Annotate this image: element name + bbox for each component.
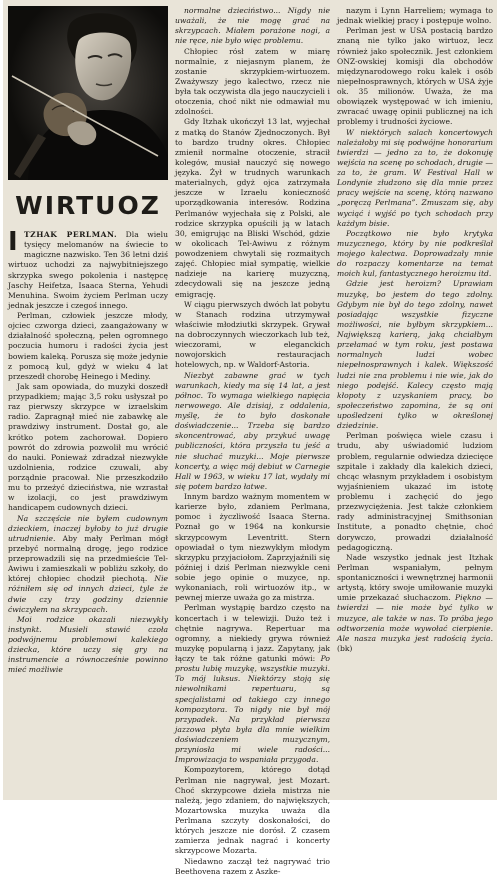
lead-paragraph: [8, 227, 168, 311]
quote-text: Piękno — twierdzi — nie może być tylko w muzyce, ale także w nas. To próba jego odtworzenia może wywołać cierpienie. Ale nasza muzyka jest radością życia.: [337, 593, 493, 643]
body-text: (bk): [337, 643, 353, 653]
body-text: Aby mały Perlman mógł przebyć normalną drogę, jego rodzice przeprowadzili się na przedmieście Tel-Awiwu i zamieszkali w pobliżu szkoły, do której chłopiec chodził piechotą.: [8, 533, 168, 584]
body-text: Perlman wystąpię bardzo często na koncertach i w telewizji. Dużo też i chętnie nagrywa. Repertuar ma ogromny, a niekiedy grywa również muzykę popularną i jazz. Zapytany, jak łączy te tak różne gatunki mówi:: [175, 603, 330, 663]
quote-text: Na szczęście nie byłem cudownym dzieckiem, inaczej byłoby to już drugie utrudnienie.: [8, 513, 168, 543]
article-paragraph: [337, 26, 493, 127]
article-paragraph: [337, 229, 493, 280]
article-paragraph: [175, 765, 330, 856]
article-paragraph: [337, 6, 493, 26]
body-text: Kompozytorem, którego dotąd Perlman nie nagrywał, jest Mozart. Choć skrzypcowe dzieła mistrza nie należą, jego zdaniem, do największych, Mozartowska muzyka uważa dla Perlmana szczyty doskonałości, do których jeszcze nie dorósł. Z czasem zamierza jednak nagrać i koncerty skrzypcowe Mozarta.: [175, 765, 330, 856]
body-text: Perlman jest w USA postacią bardzo znaną nie tylko jako wirtuoz, lecz również jako społecznik. Jest członkiem ONZ-owskiej komisji dla obchodów międzynarodowego roku kalek i osób niepełnosprawnych, których w USA żyje ok. 35 milionów. Uważa, że ma obowiązek występować w ich imieniu, zwracać uwagę opinii publicznej na ich problemy i trudności życiowe.: [337, 26, 493, 127]
body-text: Gdy Itzhak ukończył 13 lat, wyjechał z matką do Stanów Zjednoczonych. Był to bardzo trudny okres. Chłopiec zmienił normalne otoczenie, stracił kolegów, musiał nauczyć się nowego języka. Żył w trudnych warunkach materialnych, gdyż ojca zatrzymała jeszcze w Izraelu konieczność uporządkowania interesów. Rodzina Perlmanów wyjechała się z Polski, ale rodzice skrzypka opuścili ją w latach 30, emigrując na Bliski Wschód, gdzie w okolicach Tel-Awiwu z różnym powodzeniem chwytali się rozmaitych zajęć. Chłopiec miał sympatię, wielkie nadzieje na karierę muzyczną, zdecydowali się na jeszcze jedną emigrację.: [175, 117, 330, 299]
body-text: Perlman, człowiek jeszcze młody, ojciec czworga dzieci, zaangażowany w działalność społeczną, pełen ogromnego poczucia humoru i radości życia jest bowiem kaleką. Porusza się może jedynie z pomocą kul, gdyż w wieku 4 lat przeszedł chorobę Heinego i Mediny.: [8, 311, 168, 381]
article-paragraph: [337, 431, 493, 553]
body-text: nazym i Lynn Harreliem; wymaga to jednak wielkiej pracy i postępuje wolno.: [337, 6, 493, 26]
body-text: Jak sam opowiada, do muzyki doszedł przypadkiem; mając 3,5 roku usłyszał po raz pierwszy skrzypce w izraelskim radio. Zapragnął mieć nie zabawkę ale prawdziwy instrument. Dostał go, ale krótko potem zachorował. Dopiero powrót do zdrowia pozwolił mu wrócić do nauki. Ponieważ zdradzał niezwykłe uzdolnienia, rodzice czuwali, aby porządnie pracował. Nie przeszkodziło mu to przeżyć dzieciństwa, nie wzrastał w izolacji, co jest prawdziwym handicapem cudownych dzieci.: [8, 381, 168, 513]
lead-text: Dla wielu tysięcy melomanów na świecie to magiczne nazwisko. Ten 36 letni dziś wirtuoz uchodzi za najwybitniejszego skrzypka swego pokolenia i następcę Jaschy Heifetza, Isaaca Sterna, Yehudi Menuhina. Swoim życiem Perlman uczy jednak jeszcze i czegoś innego.: [8, 230, 168, 310]
article-paragraph: [175, 47, 330, 118]
article-paragraph: [175, 300, 330, 371]
article-column-2: [175, 6, 330, 876]
article-title-block: [8, 180, 168, 230]
article-column-1: [8, 6, 168, 796]
article-paragraph: [175, 6, 330, 47]
body-text: Nade wszystko jednak jest Itzhak Perlman wspaniałym, pełnym spontaniczności i wewnętrznej harmonii artystą, który swoje umiłowanie muzyki umie przekazać słuchaczom.: [337, 552, 493, 603]
article-paragraph: [8, 615, 168, 676]
article-paragraph: [337, 553, 493, 654]
body-text: W ciągu pierwszych dwóch lat pobytu w Stanach rodzina utrzymywał właściwie młodziutki skrzypek. Grywał na dobroczynnych wieczorkach lub też, wieczorami, w eleganckich nowojorskich restauracjach hotelowych, np. w Waldorf-Astoria.: [175, 299, 330, 370]
article-title: WIRTUOZ: [15, 190, 161, 220]
article-column-3: [337, 6, 493, 796]
violinist-photo: [8, 6, 168, 180]
violinist-photo-graphic: [8, 6, 168, 180]
quote-text: Niezbyt zabawne grać w tych warunkach, kiedy ma się 14 lat, a jest północ. To wymaga wielkiego napięcia nerwowego. Ale dzisiaj, z oddalenia, myślę, że to było doskonałe doświadczenie... Trzeba się bardzo skoncentrować, aby przykuć uwagę publiczności, która przyszła tu jeść a nie słuchać muzyki... Moje pierwsze koncerty, a więc mój debiut w Carnegie Hall w 1963, w wieku 17 lat, wydały mi się potem bardzo łatwe.: [175, 370, 330, 491]
article-paragraph: [8, 382, 168, 514]
drop-cap: I: [8, 227, 18, 257]
article-paragraph: [8, 311, 168, 382]
quote-text: Moi rodzice okazali niezwykły instynkt. Musieli stawić czoła podwójnemu problemowi kalekiego dziecka, które uczy się gry na instrumencie a równocześnie powinno mieć możliwie: [8, 614, 168, 675]
quote-text: Po prostu lubię muzykę, wszystkie muzyki. To mój luksus. Niektórzy stoją się niewolnikami repertuaru, są specjalistami od takiego czy innego kompozytora. To nigdy nie był mój przypadek. Na przykład pierwsza jazzowa płyta była dla mnie wielkim doświadczeniem muzycznym, przyniosła mi wiele radości... Improwizacja to wspaniała przygoda.: [175, 654, 330, 765]
article-paragraph: [175, 857, 330, 877]
quote-text: Gdzie jest heroizm? Uprawiam muzykę, bo jestem do tego zdolny. Gdybym nie był do tego zdolny, nawet posiadając wszystkie fizyczne możliwości, nie byłbym skrzypkiem... Największą karierą, jaką chciałbym przełamać w tym roku, jest postawa normalnych ludzi wobec niepełnosprawnych i kalek. Większość ludzi nie zna problemu i nie wie, jak do niego podejść. Kalecy często mają kłopoty z uzyskaniem pracy, bo społeczeństwo zapomina, że są oni upośledzeni tylko w określonej dziedzinie.: [337, 279, 493, 431]
article-paragraph: [175, 492, 330, 603]
lead-heading: TZHAK PERLMAN.: [24, 230, 118, 239]
body-text: Niedawno zaczął też nagrywać trio Beethovena razem z Aszke-: [175, 856, 330, 876]
quote-text: Początkowo nie było krytyka muzycznego, który by nie podkreślał mojego kalectwa. Doprowadzały mnie do rozpaczy komentarze na temat moich kul, fantastycznego heroizmu itd.: [337, 228, 493, 279]
body-text: Innym bardzo ważnym momentem w karierze było, zdaniem Perlmana, pomoc i życzliwość Isaaca Sterna. Poznał go w 1964 na konkursie skrzypcowym Leventritt. Stern opowiadał o tym niezwykłym młodym skrzypku przyjaciołom. Zaprzyjaźnili się później i dziś Perlman niezwykle ceni sobie jego opinie o muzyce, np. wykonaniach, roli wirtuozów itp., w pewnej mierze uważa go za mistrza.: [175, 492, 330, 603]
newspaper-page: [3, 0, 497, 876]
article-paragraph: [175, 371, 330, 493]
article-paragraph: [8, 514, 168, 615]
body-text: Perlman poświęca wiele czasu i trudu, aby uświadomić ludziom problem, regularnie odwiedza dziecięce szpitale i zakłady dla kalekich dzieci, chcąc własnym przykładem i osobistym wyjaśnieniem ukazać im istotę problemu i zachęcić do jego przezwyciężenia. Jest także członkiem rady administracyjnej Smithsonian Institute, a ponadto chętnie, choć dorywczo, prowadzi działalność pedagogiczną.: [337, 431, 493, 552]
quote-text: normalne dzieciństwo... Nigdy nie uważali, że nie mogę grać na skrzypcach. Miałem porażone nogi, a nie ręce, nie było więc problemu.: [175, 6, 330, 46]
article-paragraph: [175, 117, 330, 299]
quote-text: Nie różniłem się od innych dzieci, tyle że dwie czy trzy godziny dziennie ćwiczyłem na skrzypcach.: [8, 574, 169, 614]
quote-text: W niektórych salach koncertowych należałoby mi się podwójne honorarium twierdzi — jedno za to, że dokonuję wejścia na scenę po schodach, drugie — za to, że gram. W Festival Hall w Londynie złudzono się dla mnie przez pracy wejście na scenę, którą nazwano „poręczą Perlmana”. Zmuszam się, aby wyciąć i wyjść po tych schodach przy każdym bisie.: [337, 127, 493, 228]
article-paragraph: [337, 128, 493, 229]
article-text-col1: [8, 227, 169, 676]
article-paragraph: [337, 279, 493, 431]
body-text: Chłopiec rósł zatem w miarę normalnie, z niejasnym planem, że zostanie skrzypkiem-wirtuozem. Zważywszy jego kalectwo, rzecz nie była tak oczywista dla jego nauczycieli i otoczenia, choć nikt nie odmawiał mu zdolności.: [175, 46, 330, 117]
article-paragraph: [175, 603, 330, 765]
